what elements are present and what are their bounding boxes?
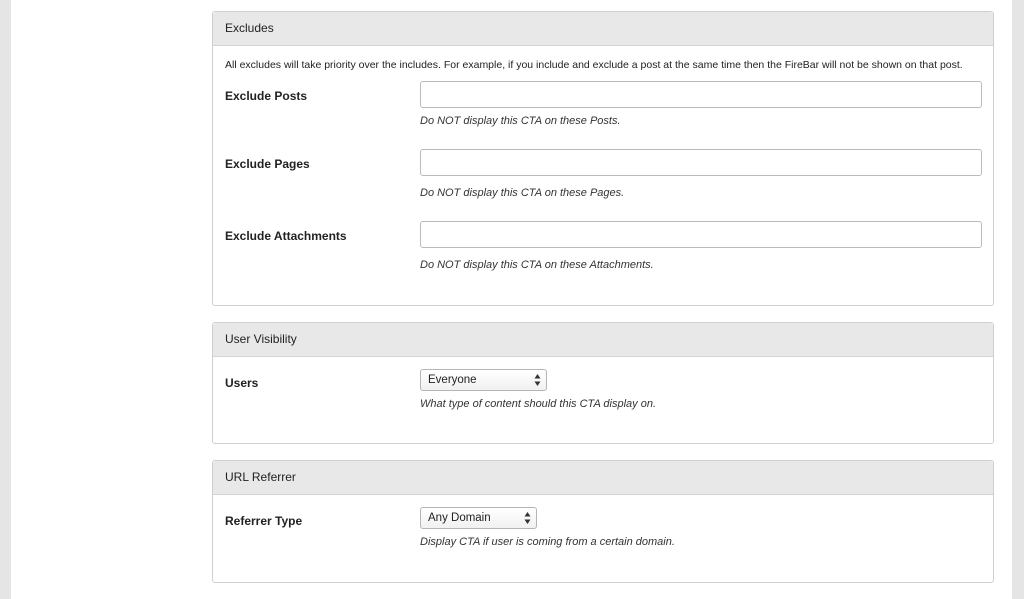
users-select-value: Everyone <box>428 374 477 386</box>
excludes-intro-text: All excludes will take priority over the includes. For example, if you include and exclude a post at the same time then the FireBar will not be shown on that post. <box>225 59 963 71</box>
settings-page <box>11 0 1012 599</box>
updown-arrows-icon <box>524 511 531 525</box>
referrer-type-label: Referrer Type <box>225 514 303 528</box>
referrer-type-select-value: Any Domain <box>428 512 491 524</box>
exclude-posts-help: Do NOT display this CTA on these Posts. <box>420 115 621 127</box>
user-visibility-panel-title: User Visibility <box>213 323 993 357</box>
users-label: Users <box>225 376 259 390</box>
exclude-attachments-label: Exclude Attachments <box>225 229 347 243</box>
exclude-pages-input[interactable] <box>420 149 982 176</box>
exclude-posts-label: Exclude Posts <box>225 89 308 103</box>
url-referrer-panel-title: URL Referrer <box>213 461 993 495</box>
referrer-type-help: Display CTA if user is coming from a certain domain. <box>420 536 675 548</box>
exclude-pages-label: Exclude Pages <box>225 157 310 171</box>
exclude-posts-input[interactable] <box>420 81 982 108</box>
exclude-attachments-input[interactable] <box>420 221 982 248</box>
referrer-type-select[interactable] <box>420 507 537 529</box>
exclude-attachments-help: Do NOT display this CTA on these Attachments. <box>420 259 654 271</box>
users-select[interactable] <box>420 369 547 391</box>
url-referrer-panel <box>212 460 994 583</box>
excludes-panel-title: Excludes <box>213 12 993 46</box>
users-help: What type of content should this CTA display on. <box>420 398 657 410</box>
user-visibility-panel <box>212 322 994 444</box>
updown-arrows-icon <box>534 373 541 387</box>
exclude-pages-help: Do NOT display this CTA on these Pages. <box>420 187 625 199</box>
excludes-panel <box>212 11 994 306</box>
